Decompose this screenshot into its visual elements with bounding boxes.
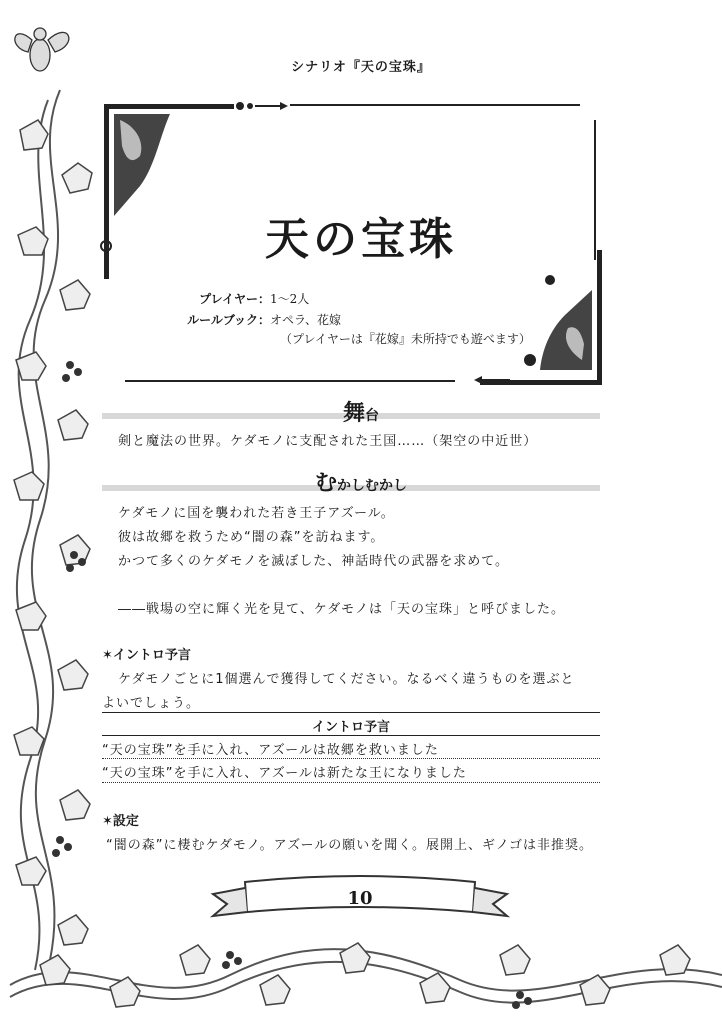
story-heading-big: む xyxy=(314,470,337,496)
players-value: 1～2人 xyxy=(270,292,310,306)
story-line-3: かつて多くのケダモノを滅ぼした、神話時代の武器を求めて。 xyxy=(118,554,509,569)
intro-table-divider xyxy=(102,758,600,759)
setting-heading: ✶設定 xyxy=(102,814,139,829)
intro-table-row-2: “天の宝珠”を手に入れ、アズールは新たな王になりました xyxy=(102,766,467,781)
intro-table-top-line xyxy=(102,712,600,713)
stage-heading-big: 舞 xyxy=(342,400,365,426)
story-line-2: 彼は故郷を救うため“闇の森”を訪ねます。 xyxy=(118,530,385,545)
vine-border-left-decoration xyxy=(0,0,110,1024)
running-header: シナリオ『天の宝珠』 xyxy=(291,60,431,75)
intro-table-row-1: “天の宝珠”を手に入れ、アズールは故郷を救いました xyxy=(102,743,439,758)
intro-text-line-2: よいでしょう。 xyxy=(102,696,201,711)
frame-bottom-rule xyxy=(125,380,455,382)
stage-heading-small: 台 xyxy=(365,408,379,424)
vine-border-bottom-decoration xyxy=(0,925,722,1024)
story-line-1: ケダモノに国を襲われた若き王子アズール。 xyxy=(118,506,395,521)
players-label: プレイヤー： xyxy=(199,292,270,306)
rulebook-label: ルールブック： xyxy=(187,313,270,327)
rulebook-note: （プレイヤーは『花嫁』未所持でも遊べます） xyxy=(280,332,531,346)
scenario-title: 天の宝珠 xyxy=(265,214,457,265)
intro-heading: ✶イントロ予言 xyxy=(102,648,191,663)
intro-text-line-1: ケダモノごとに1個選んで獲得してください。なるべく違うものを選ぶと xyxy=(118,672,575,687)
stage-text: 剣と魔法の世界。ケダモノに支配された王国……（架空の中近世） xyxy=(118,434,538,449)
story-heading-small: かしむかし xyxy=(337,478,407,494)
story-heading xyxy=(0,466,722,497)
story-line-4: ――戦場の空に輝く光を見て、ケダモノは「天の宝珠」と呼びました。 xyxy=(118,602,565,617)
intro-table-bottom-line xyxy=(102,782,600,783)
stage-heading xyxy=(0,396,722,427)
frame-top-rule xyxy=(290,104,580,106)
page-number: 10 xyxy=(347,888,373,909)
rulebook-value: オペラ、花嫁 xyxy=(270,313,342,327)
setting-text: “闇の森”に棲むケダモノ。アズールの願いを聞く。展開上、ギノゴは非推奨。 xyxy=(106,838,594,853)
rulebook-row xyxy=(108,309,341,328)
players-row xyxy=(108,288,309,307)
intro-table-header: イントロ予言 xyxy=(311,720,390,735)
intro-table-header-line xyxy=(102,735,600,736)
